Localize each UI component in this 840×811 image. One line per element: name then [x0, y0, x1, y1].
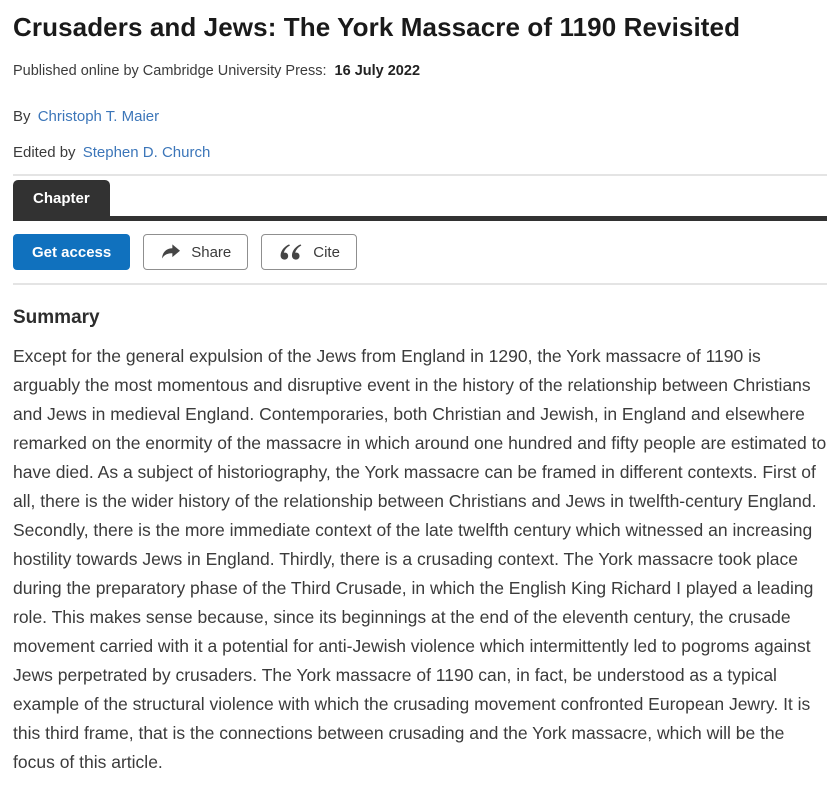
cite-button-label: Cite [313, 243, 340, 261]
byline [13, 108, 827, 125]
top-divider [13, 174, 827, 176]
summary-heading: Summary [13, 307, 100, 328]
edited-prefix: Edited by [13, 144, 76, 161]
share-icon [160, 243, 182, 261]
buttons-divider [13, 283, 827, 285]
published-line [13, 63, 827, 79]
quote-icon [278, 243, 304, 261]
edited-line [13, 144, 827, 161]
editor-link[interactable]: Stephen D. Church [82, 144, 211, 161]
author-link[interactable]: Christoph T. Maier [37, 108, 160, 125]
share-button-label: Share [191, 243, 232, 261]
published-date: 16 July 2022 [334, 63, 421, 79]
share-button[interactable] [143, 234, 248, 270]
action-buttons-row [13, 234, 827, 270]
byline-prefix: By [13, 108, 31, 125]
get-access-button[interactable]: Get access [13, 234, 130, 270]
content-tab-bar [13, 180, 827, 221]
summary-text: Except for the general expulsion of the Jews from England in 1290, the York massacre of 1190 is arguably the most momentous and disruptive event in the history of the relationship between Christians and Jews in medieval England. Contemporaries, both Christian and Jewish, in England and elsewhere remarked on the enormity of the massacre in which around one hundred and fifty people are estimated to have died. As a subject of historiography, the York massacre can be framed in different contexts. First of all, there is the wider history of the relationship between Christians and Jews in twelfth-century England. Secondly, there is the more immediate context of the late twelfth century which witnessed an increasing hostility towards Jews in England. Thirdly, there is a crusading context. The York massacre took place during the preparatory phase of the Third Crusade, in which the English King Richard I played a leading role. This makes sense because, since its beginnings at the end of the eleventh century, the crusade movement carried with it a potential for anti-Jewish violence which intermittently led to pogroms against Jews perpetrated by crusaders. The York massacre of 1190 can, in fact, be understood as a typical example of the structural violence with which the crusading movement confronted European Jewry. It is this third frame, that is the connections between crusading and the York massacre, which will be the focus of this article. [13, 346, 827, 772]
page-title: Crusaders and Jews: The York Massacre of 1190 Revisited [13, 12, 741, 42]
cite-button[interactable] [261, 234, 357, 270]
tab-chapter[interactable]: Chapter [13, 180, 110, 216]
published-label: Published online by Cambridge University Press: [13, 63, 327, 79]
